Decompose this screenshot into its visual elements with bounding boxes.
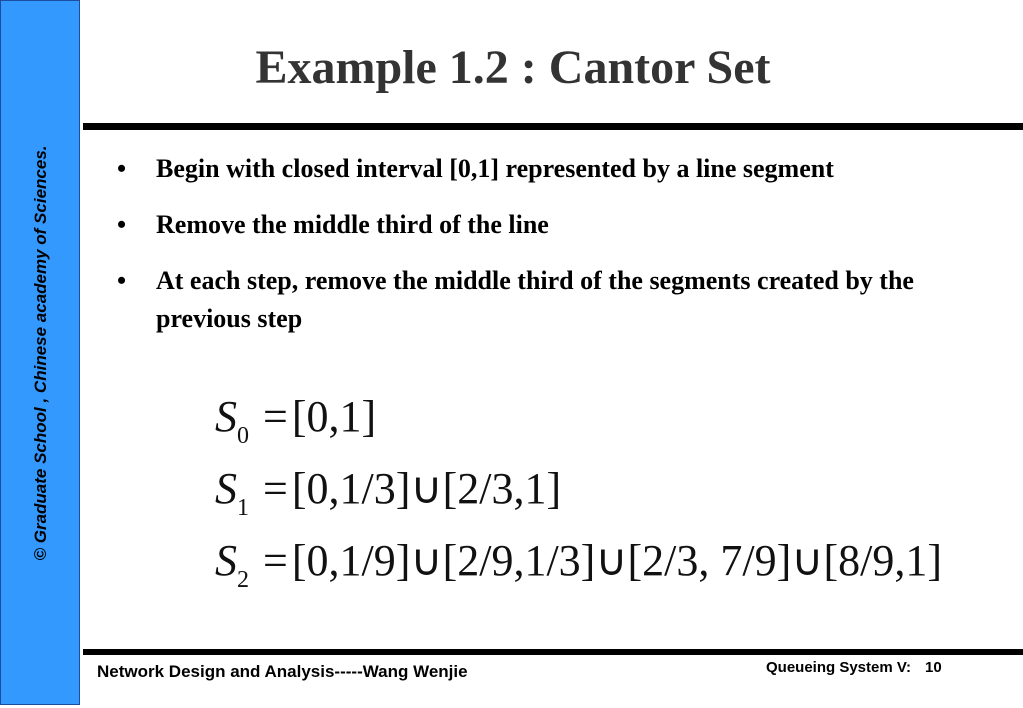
footer-divider xyxy=(83,649,1023,655)
bullet-list xyxy=(113,150,993,356)
page-number: 10 xyxy=(925,659,942,676)
slide-title xyxy=(0,40,1023,95)
formula-symbol: S xyxy=(215,536,237,585)
bullet-marker: • xyxy=(117,154,127,183)
formula-equals: = xyxy=(263,464,288,513)
formula-s1 xyxy=(215,460,942,532)
formula-subscript: 2 xyxy=(237,567,249,593)
bullet-text: At each step, remove the middle third of the segments created by the previous step xyxy=(156,266,914,333)
formula-s2 xyxy=(215,532,942,604)
slide-title-text: Example 1.2 : Cantor Set xyxy=(255,41,771,94)
sidebar-band xyxy=(0,0,80,705)
formula-s0 xyxy=(215,388,942,460)
formula-rhs: [0,1] xyxy=(291,392,377,441)
bullet-text: Begin with closed interval [0,1] represented by a line segment xyxy=(156,154,834,183)
footer-page-info xyxy=(766,659,942,676)
footer-section-label: Queueing System V: xyxy=(766,659,912,676)
bullet-item xyxy=(113,150,993,188)
formula-equals: = xyxy=(263,536,288,585)
bullet-marker: • xyxy=(117,266,127,295)
formula-rhs: [0,1/9]∪[2/9,1/3]∪[2/3, 7/9]∪[8/9,1] xyxy=(291,536,943,585)
formula-rhs: [0,1/3]∪[2/3,1] xyxy=(291,464,562,513)
title-divider xyxy=(83,123,1023,130)
copyright-text: © Graduate School , Chinese academy of Sciences. xyxy=(31,145,50,561)
formula-equals: = xyxy=(263,392,288,441)
footer-course-title: Network Design and Analysis-----Wang Wenjie xyxy=(97,662,468,681)
formula-symbol: S xyxy=(215,392,237,441)
formula-subscript: 0 xyxy=(237,423,249,449)
formula-symbol: S xyxy=(215,464,237,513)
formula-subscript: 1 xyxy=(237,495,249,521)
bullet-item xyxy=(113,262,993,338)
formula-block xyxy=(215,388,942,604)
bullet-marker: • xyxy=(117,210,127,239)
bullet-text: Remove the middle third of the line xyxy=(156,210,549,239)
bullet-item xyxy=(113,206,993,244)
